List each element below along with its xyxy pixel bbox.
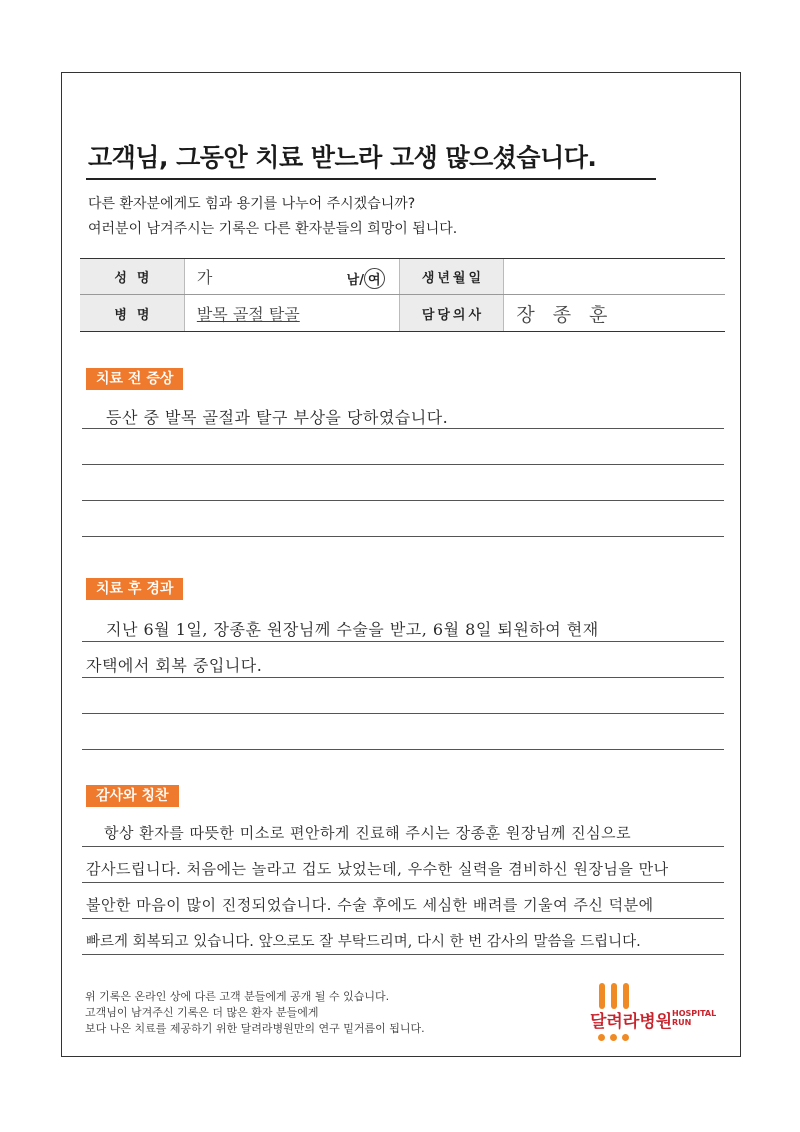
writing-line: [82, 428, 724, 429]
birth-label: 생년월일: [400, 259, 504, 294]
writing-line: [82, 713, 724, 714]
logo-name: 달려라병원: [590, 1012, 673, 1032]
writing-line: [82, 954, 724, 955]
gender-selector[interactable]: [347, 268, 385, 289]
thanks-text-line-4: 빠르게 회복되고 있습니다. 앞으로도 잘 부탁드리며, 다시 한 번 감사의 말씀을 드립니다.: [86, 934, 641, 950]
section-after-label: 치료 후 경과: [86, 578, 183, 600]
thanks-text-line-1: 항상 환자를 따뜻한 미소로 편안하게 진료해 주시는 장종훈 원장님께 진심으로: [104, 824, 632, 842]
writing-line: [82, 641, 724, 642]
writing-line: [82, 464, 724, 465]
logo-subtitle: [672, 1009, 716, 1027]
intro-line-1: 다른 환자분에게도 힘과 용기를 나누어 주시겠습니까?: [88, 196, 416, 212]
footer-note-2: 고객님이 남겨주신 기록은 더 많은 환자 분들에게: [85, 1006, 319, 1019]
before-text-line-1: 등산 중 발목 골절과 탈구 부상을 당하였습니다.: [106, 408, 449, 427]
disease-value: 발목 골절 탈골: [196, 304, 300, 324]
doctor-field[interactable]: 장종훈: [503, 295, 725, 331]
doctor-label: 담당의사: [400, 295, 504, 331]
intro-line-2: 여러분이 남겨주시는 기록은 다른 환자분들의 희망이 됩니다.: [88, 221, 458, 237]
name-label: 성명: [80, 259, 184, 294]
footer-note-1: 위 기록은 온라인 상에 다른 고객 분들에게 공개 될 수 있습니다.: [85, 990, 390, 1003]
thanks-text-line-3: 불안한 마음이 많이 진정되었습니다. 수술 후에도 세심한 배려를 기울여 주신 덕분에: [86, 896, 654, 914]
patient-info-table: [80, 258, 725, 332]
writing-line: [82, 749, 724, 750]
disease-label: 병명: [80, 295, 184, 331]
gender-separator: /: [359, 273, 364, 288]
writing-line: [82, 500, 724, 501]
writing-line: [82, 536, 724, 537]
gender-female-selected[interactable]: 여: [364, 268, 385, 289]
name-field[interactable]: [184, 259, 400, 294]
info-row-name: [80, 259, 725, 295]
birth-field[interactable]: [503, 259, 725, 294]
section-before-label: 치료 전 증상: [86, 368, 183, 390]
title-underline: [86, 178, 656, 180]
page-title: 고객님, 그동안 치료 받느라 고생 많으셨습니다.: [88, 143, 597, 172]
after-text-line-2: 자택에서 회복 중입니다.: [86, 656, 263, 675]
logo-dots: [598, 1031, 629, 1041]
writing-line: [82, 846, 724, 847]
writing-line: [82, 918, 724, 919]
section-thanks-label: 감사와 칭찬: [86, 785, 179, 807]
writing-line: [82, 882, 724, 883]
thanks-text-line-2: 감사드립니다. 처음에는 놀라고 겁도 났었는데, 우수한 실력을 겸비하신 원장님을 만나: [86, 860, 669, 878]
info-row-disease: [80, 295, 725, 331]
footer-note-3: 보다 나은 치료를 제공하기 위한 달려라병원만의 연구 밑거름이 됩니다.: [85, 1022, 425, 1035]
name-value: 가: [196, 268, 213, 287]
logo-sub-2: RUN: [672, 1018, 692, 1027]
disease-field[interactable]: [184, 295, 400, 331]
exclamation-marks-icon: [598, 983, 629, 1009]
after-text-line-1: 지난 6월 1일, 장종훈 원장님께 수술을 받고, 6월 8일 퇴원하여 현재: [106, 620, 599, 639]
writing-line: [82, 677, 724, 678]
gender-male[interactable]: 남: [346, 273, 360, 288]
hospital-logo: [590, 983, 730, 1045]
logo-sub-1: HOSPITAL: [672, 1009, 717, 1018]
